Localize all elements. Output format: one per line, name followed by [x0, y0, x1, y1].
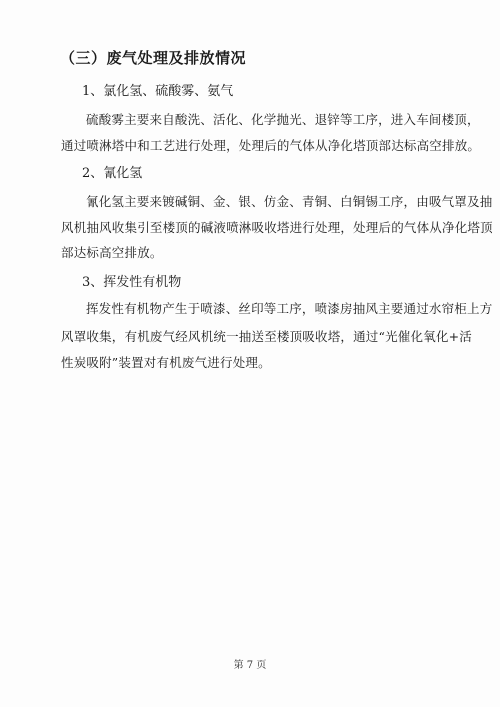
paragraph-line: 硫酸雾主要来自酸洗、活化、化学抛光、退锌等工序，进入车间楼顶，: [86, 112, 480, 127]
subsection-heading-3: 3、挥发性有机物: [82, 275, 182, 290]
paragraph-line: 挥发性有机物产生于喷漆、丝印等工序，喷漆房抽风主要通过水帘柜上方: [86, 301, 493, 316]
paragraph-line: 部达标高空排放。: [61, 245, 163, 260]
section-title: （三）废气处理及排放情况: [60, 49, 247, 67]
subsection-heading-1: 1、氯化氢、硫酸雾、氨气: [82, 84, 234, 99]
paragraph-line: 风罩收集，有机废气经风机统一抽送至楼顶吸收塔，通过“光催化氧化+活: [61, 329, 472, 344]
subsection-heading-2: 2、氰化氢: [82, 166, 143, 181]
paragraph-line: 通过喷淋塔中和工艺进行处理，处理后的气体从净化塔顶部达标高空排放。: [61, 138, 481, 153]
paragraph-line: 风机抽风收集引至楼顶的碱液喷淋吸收塔进行处理，处理后的气体从净化塔顶: [61, 220, 493, 235]
paragraph-line: 性炭吸附”装置对有机废气进行处理。: [61, 355, 271, 370]
page-number: 第 7 页: [233, 660, 267, 671]
paragraph-line: 氰化氢主要来镀碱铜、金、银、仿金、青铜、白铜锡工序，由吸气罩及抽: [86, 194, 493, 209]
